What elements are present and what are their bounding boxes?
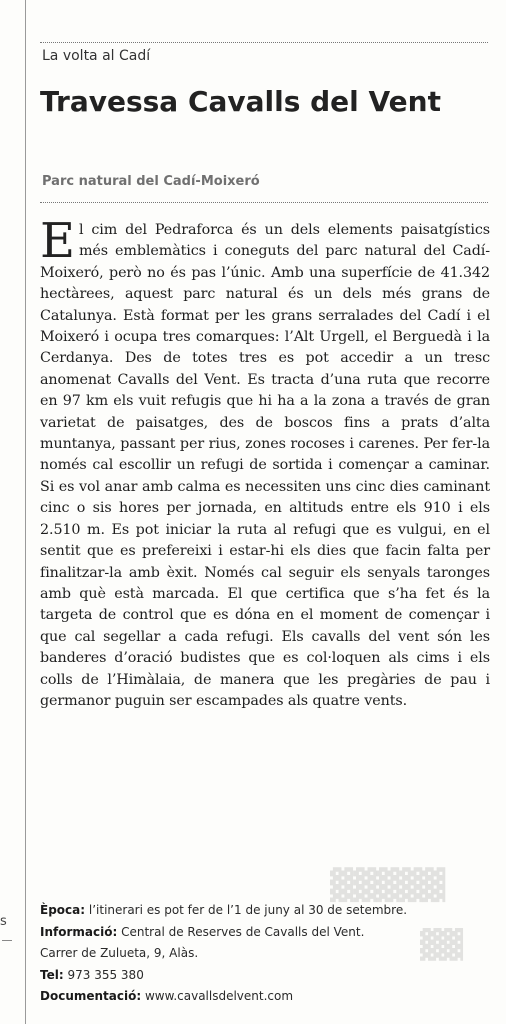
info-tel-label: Tel: xyxy=(40,967,64,982)
info-address: Carrer de Zulueta, 9, Alàs. xyxy=(40,946,199,960)
article-title: Travessa Cavalls del Vent xyxy=(40,85,441,118)
drop-cap: E xyxy=(40,213,75,269)
info-epoca xyxy=(40,900,500,922)
bleed-through-shadow: ▓▓ xyxy=(420,928,464,961)
info-tel xyxy=(40,965,500,987)
practical-info xyxy=(40,900,500,1008)
info-tel-value: 973 355 380 xyxy=(67,967,144,982)
article-body-text: l cim del Pedraforca és un dels elements paisatgístics més emblemàtics i coneguts del parc natural del Cadí-Moixeró, però no és pas l’únic. Amb una superfície de 41.342 hectàrees, aquest parc natural és un dels més grans de Catalunya. Està format per les grans serralades del Cadí i el Moixeró i ocupa tres comarques: l’Alt Urgell, el Berguedà i la Cerdanya. Des de totes tres es pot accedir a un tresc anomenat Cavalls del Vent. Es tracta d’una ruta que recorre en 97 km els vuit refugis que hi ha a la zona a través de gran varietat de paisatges, des de boscos fins a prats d’alta muntanya, passant per rius, zones rocoses i carenes. Per fer-la només cal escollir un refugi de sortida i començar a caminar. Si es vol anar amb calma es necessiten uns cinc dies caminant cinc o sis hores per jornada, en altituds entre els 910 i els 2.510 m. Es pot iniciar la ruta al refugi que es vulgui, en el sentit que es prefereixi i estar-hi els dies que facin falta per finalitzar-la amb èxit. Només cal seguir els senyals taronges amb què està marcada. El que certifica que s’ha fet és la targeta de control que es dóna en el moment de començar i que cal segellar a cada refugi. Els cavalls del vent són les banderes d’oració budistes que es col·loquen als cims i els colls de l’Himàlaia, de manera que les pregàries de pau i germanor puguin ser escampades als quatre vents. xyxy=(40,222,490,709)
info-documentacio-label: Documentació: xyxy=(40,989,142,1003)
info-informacio xyxy=(40,922,500,944)
bleed-through-shadow: ▓▓▓▓▓ xyxy=(330,868,446,903)
top-dotted-rule xyxy=(40,42,488,43)
info-documentacio xyxy=(40,986,500,1008)
info-documentacio-link[interactable]: www.cavallsdelvent.com xyxy=(144,989,294,1003)
article-subtitle: Parc natural del Cadí-Moixeró xyxy=(42,174,260,189)
left-column-fragment: s xyxy=(0,914,7,929)
info-epoca-label: Època: xyxy=(40,903,86,917)
article-body xyxy=(40,213,490,712)
info-informacio-label: Informació: xyxy=(40,924,118,939)
left-column-dash xyxy=(2,940,12,941)
subtitle-dotted-rule xyxy=(40,202,488,203)
info-informacio-value: Central de Reserves de Cavalls del Vent. xyxy=(121,924,365,939)
column-divider xyxy=(25,0,26,1024)
section-label: La volta al Cadí xyxy=(42,48,151,64)
info-epoca-value: l’itinerari es pot fer de l’1 de juny al 30 de setembre. xyxy=(88,903,408,917)
